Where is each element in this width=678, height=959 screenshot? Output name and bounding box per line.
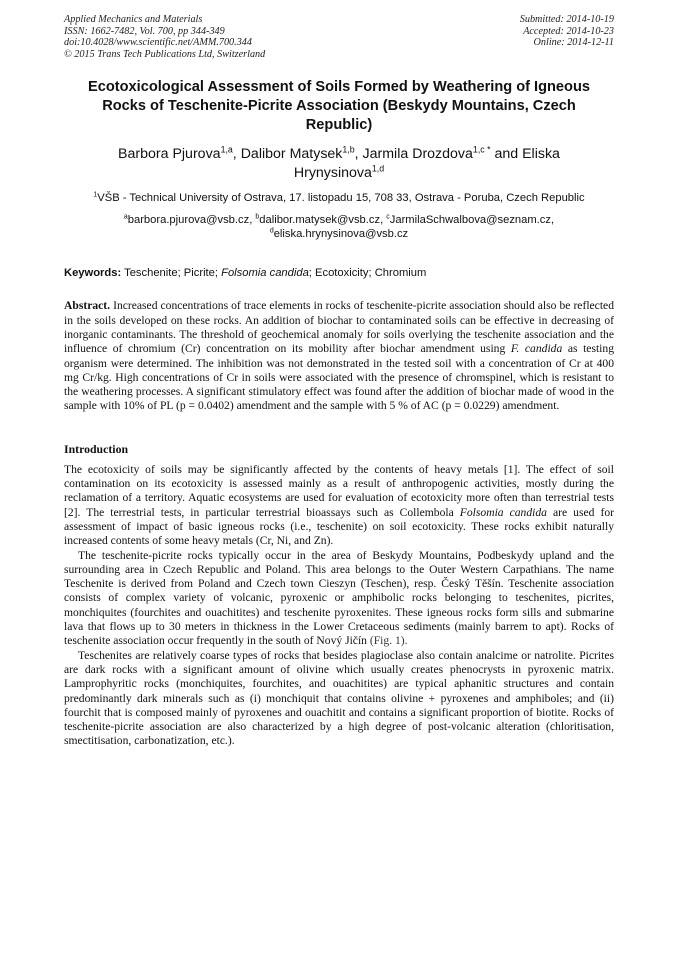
author bbox=[241, 146, 363, 162]
figure-reference[interactable]: (Fig. 1). bbox=[369, 634, 408, 648]
intro-p2-text: The teschenite-picrite rocks typically occur in the area of Beskydy Mountains, Podbeskydy upland and the surrounding area in Czech Republic and Poland. This area belongs to the Outer Western Carpathians. The name Teschenite is derived from Poland and Czech town Cieszyn (Teschen), resp. Český Těšín. Teschenite association consists of complex variety of volcanic, pyroxenic or amphibolic rocks belonging to teschenites, picrites, monchiquites (fourchites and ouachitites) and teschenite pyroxenites. These igneous rocks form sills and submarine lava that flows up to 30 meters in thickness in the Lower Cretaceous sediments (mainly barrem to apt). Rocks of teschenite association occur frequently in the south of Nový Jičín bbox=[64, 548, 614, 648]
intro-p1-text: The ecotoxicity of soils may be significantly affected by the contents of heavy metals [1]. The effect of soil contamination on its ecotoxicity is assessed mainly as a result of anthropogenic activities, mostly during the reclamation of a territory. Aquatic ecosystems are used for evaluation of ecotoxicity more often than terrestrial tests [2]. The terrestrial tests, in particular terrestrial bioassays such as Collembola bbox=[64, 462, 614, 519]
author-name: Eliska Hrynysinova bbox=[293, 146, 560, 181]
author bbox=[363, 146, 523, 162]
date-online: Online: 2014-12-11 bbox=[533, 37, 614, 49]
email bbox=[386, 214, 554, 226]
date-accepted: Accepted: 2014-10-23 bbox=[523, 25, 614, 37]
affiliation bbox=[64, 191, 614, 205]
paper-page bbox=[64, 14, 614, 749]
affiliation-sup: 1 bbox=[93, 191, 98, 199]
keywords-text: Teschenite; Picrite; bbox=[124, 267, 222, 280]
email-list bbox=[64, 213, 614, 241]
author-sep: and bbox=[490, 146, 523, 163]
intro-paragraph-2 bbox=[64, 549, 614, 649]
email bbox=[124, 214, 256, 226]
author-sup: 1,c * bbox=[472, 144, 491, 155]
email-address: dalibor.matysek@vsb.cz bbox=[259, 214, 381, 227]
intro-paragraph-1 bbox=[64, 463, 614, 549]
email-sep: , bbox=[249, 214, 256, 227]
publication-dates bbox=[520, 14, 614, 60]
email-sup: c bbox=[386, 213, 390, 221]
email bbox=[255, 214, 386, 226]
journal-doi: doi:10.4028/www.scientific.net/AMM.700.344 bbox=[64, 37, 252, 49]
abstract-species: F. candida bbox=[510, 342, 563, 356]
author-name: Dalibor Matysek bbox=[240, 146, 343, 163]
date-submitted: Submitted: 2014-10-19 bbox=[519, 14, 614, 25]
journal-header bbox=[64, 14, 614, 60]
author-list bbox=[64, 145, 614, 182]
email-sep: , bbox=[380, 214, 387, 227]
author-name: Jarmila Drozdova bbox=[362, 146, 473, 163]
paper-title: Ecotoxicological Assessment of Soils Formed by Weathering of Igneous Rocks of Teschenite-Picrite Association (Beskydy Mountains, Czech Republic) bbox=[88, 79, 590, 134]
author-sep: , bbox=[354, 146, 363, 163]
affiliation-text: VŠB - Technical University of Ostrava, 17. listopadu 15, 708 33, Ostrava - Poruba, Czech Republic bbox=[97, 192, 585, 205]
email-sup: a bbox=[123, 213, 128, 221]
keywords-text-end: ; Ecotoxicity; Chromium bbox=[308, 267, 427, 280]
author-name: Barbora Pjurova bbox=[118, 146, 221, 163]
author-sup: 1,b bbox=[342, 144, 355, 155]
email-address: barbora.pjurova@vsb.cz bbox=[127, 214, 250, 227]
abstract-text-end: as testing organism were determined. The inhibition was not demonstrated in the tested soil with a concentration of Cr at 400 mg Cr/kg. High concentrations of Cr in soils were associated with the presence of chromspinel, which is resistant to the weathering processes. A significant stimulatory effect was found after the addition of biochar made of wood in the sample with 10% of PL (p = 0.0402) amendment and the sample with 5 % of AC (p = 0.0229) amendment. bbox=[64, 342, 614, 413]
intro-p1-species: Folsomia candida bbox=[459, 505, 547, 519]
journal-issn: ISSN: 1662-7482, Vol. 700, pp 344-349 bbox=[64, 25, 225, 37]
abstract-label: Abstract. bbox=[64, 299, 111, 313]
journal-copyright: © 2015 Trans Tech Publications Ltd, Switzerland bbox=[64, 48, 266, 60]
intro-p1-text-end: are used for assessment of impact of basic igneous rocks (i.e., teschenite) on soil ecotoxicity. These rocks exhibit naturally increased contents of some heavy metals (Cr, Ni, and Zn). bbox=[64, 505, 614, 548]
email-sup: b bbox=[255, 213, 260, 221]
email-address: JarmilaSchwalbova@seznam.cz bbox=[389, 214, 551, 227]
email-address: eliska.hrynysinova@vsb.cz bbox=[273, 228, 409, 241]
author bbox=[118, 146, 241, 162]
intro-paragraph-3: Teschenites are relatively coarse types of rocks that besides plagioclase also contain analcime or natrolite. Picrites are dark rocks with a significant amount of olivine which usually creates phenocrysts in pyroxenic matrix. Lamprophyritic rocks (monchiquites, fourchites, and ouachitites) are typical aphanitic structures and contain predominantly dark minerals such as (i) monchiquit that contains olivine + pyroxenes and amphiboles; and (ii) fourchit that is composed mainly of pyroxenes and ouachitit and contains a significant proportion of biotite. Rocks of teschenite-picrite association are also characterized by a high degree of post-volcanic alteration (chloritisation, smectitisation, carbonatization, etc.). bbox=[64, 648, 614, 748]
author-sup: 1,a bbox=[220, 144, 233, 155]
abstract-text: Increased concentrations of trace elements in rocks of teschenite-picrite association should also be reflected in the soils developed on these rocks. An addition of biochar to contaminated soils can be effective in decreasing of inorganic contaminants. The threshold of geochemical anomaly for soils overlying the teschenite association and the influence of chromium (Cr) concentration on its mobility after biochar amendment using bbox=[64, 299, 614, 356]
author-sep: , bbox=[232, 146, 241, 163]
email bbox=[270, 228, 408, 240]
email-sup: d bbox=[269, 227, 274, 235]
keywords-label: Keywords: bbox=[64, 267, 122, 280]
journal-info bbox=[64, 14, 265, 60]
email-sep: , bbox=[550, 214, 555, 227]
abstract bbox=[64, 299, 614, 413]
section-heading-introduction: Introduction bbox=[64, 441, 129, 456]
keywords-italic: Folsomia candida bbox=[221, 267, 309, 280]
author-sup: 1,d bbox=[371, 163, 385, 174]
journal-name: Applied Mechanics and Materials bbox=[64, 14, 203, 25]
keywords bbox=[64, 266, 614, 280]
